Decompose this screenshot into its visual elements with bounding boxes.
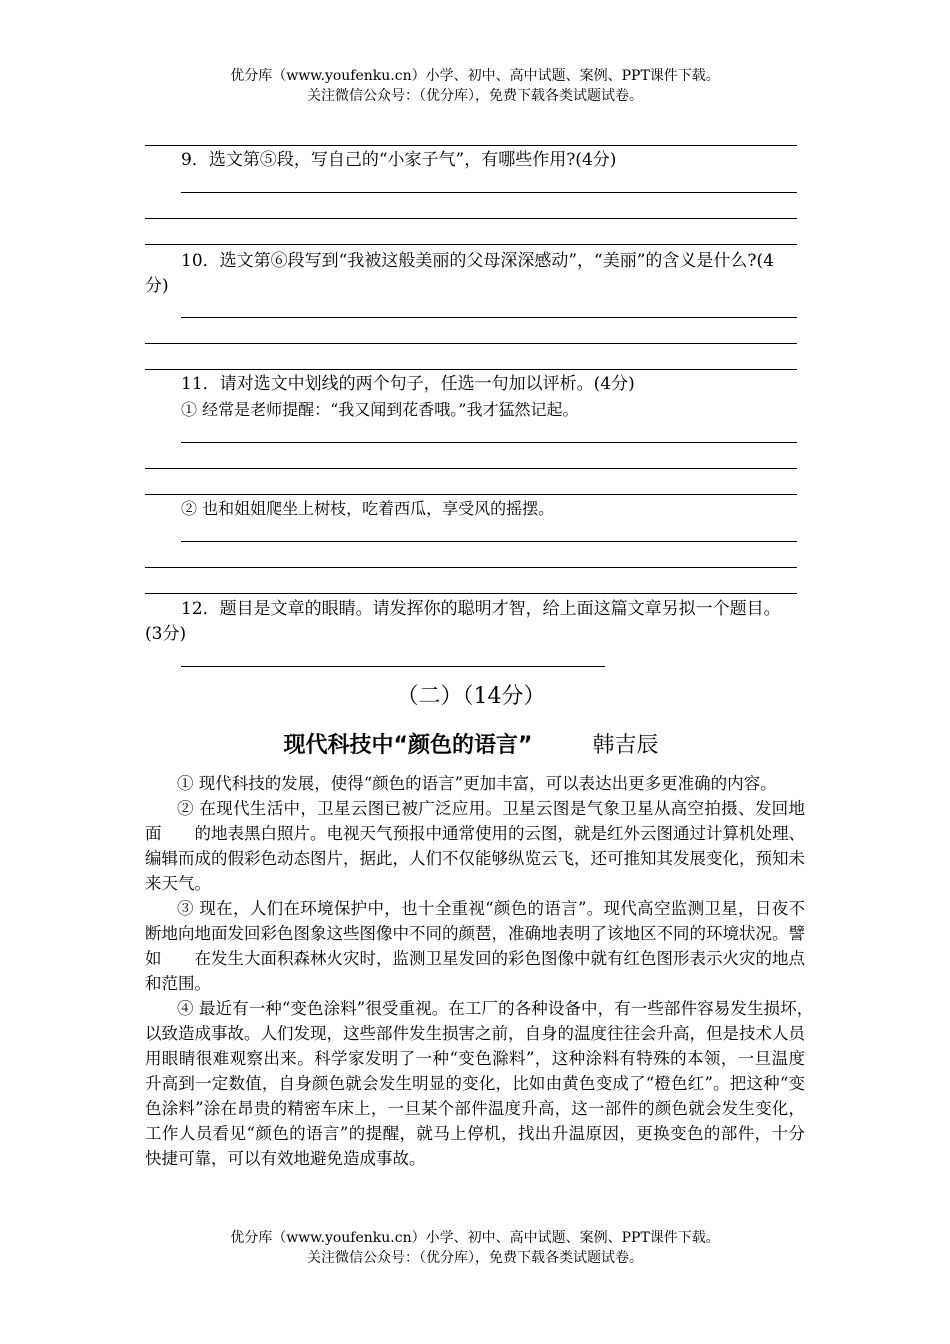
footer-line-1: 优分库（www.youfenku.cn）小学、初中、高中试题、案例、PPT课件下载。 [230,1230,720,1246]
answer-line [145,343,797,344]
answer-line [145,468,797,469]
answer-line [145,145,797,146]
article-paragraph-4: ④ 最近有一种“变色涂料”很受重视。在工厂的各种设备中，有一些部件容易发生损坏， 以致造成事故。人们发现，这些部件发生损害之前，自身的温度往往会升高，但是技术人员用眼睛很难观察出来。科学家发明了一种“变色滁料”，这种涂料有特殊的本领，一旦温度升高到一定数值，自身颜色就会发生明显的变化，比如由黄色变成了“橙色红”。把这种“变色涂料”涂在昂贵的精密车床上，一旦某个部件温度升高，这一部件的颜色就会发生变化，工作人员看见“颜色的语言”的提醒，就马上停机，找出升温原因，更换变色的部件，十分快捷可靠，可以有效地避免造成事故。 [145,999,838,1168]
question-12: 12．题目是文章的眼睛。请发挥你的聪明才智，给上面这篇文章另拟一个题目。(3分) [145,599,781,644]
question-9: 9．选文第⑤段，写自己的“小家子气”，有哪些作用?(4分) [181,150,617,170]
answer-line [145,369,797,370]
answer-line [181,317,797,318]
answer-line [145,218,797,219]
article-paragraph-2: ② 在现代生活中，卫星云图已被广泛应用。卫星云图是气象卫星从高空拍摄、发回地面 的地表黑白照片。电视天气预报中通常使用的云图，就是红外云图通过计算机处理、编辑而成的假彩色动态图片，据此，人们不仅能够纵览云飞，还可推知其发展变化，预知未来天气。 [145,799,805,893]
question-11-sentence-1: ① 经常是老师提醒：“我又闻到花香哦。”我才猛然记起。 [181,400,579,419]
article-paragraph-1: ① 现代科技的发展，使得“颜色的语言”更加丰富，可以表达出更多更准确的内容。 [177,774,777,793]
answer-line [181,442,797,443]
article-paragraph-3: ③ 现在，人们在环境保护中，也十全重视“颜色的语言”。现代高空监测卫星，日夜不断地向地面发回彩色图象这些图像中不同的颜琶，准确地表明了该地区不同的环境状况。譬如 在发生大面积森林火灾时，监测卫星发回的彩色图像中就有红色图形表示火灾的地点和范围。 [145,899,805,993]
question-11-sentence-2: ② 也和姐姐爬坐上树枝，吃着西瓜，享受风的摇摆。 [181,499,555,518]
question-10: 10．选文第⑥段写到“我被这般美丽的父母深深感动”，“美丽”的含义是什么?(4分) [145,251,774,296]
header-line-1: 优分库（www.youfenku.cn）小学、初中、高中试题、案例、PPT课件下载。 [230,68,720,84]
article-body [145,771,838,1171]
question-11: 11．请对选文中划线的两个句子，任选一句加以评析。(4分) [181,374,635,394]
article-author: 韩吉辰 [592,733,659,758]
header-line-2: 关注微信公众号：（优分库），免费下载各类试题试卷。 [307,88,643,104]
answer-line [181,192,797,193]
page-header [0,66,950,106]
answer-line [145,567,797,568]
answer-line [145,244,797,245]
answer-line [145,593,797,594]
answer-line [181,541,797,542]
answer-line [181,666,605,667]
section-heading: （二）（14分） [396,684,546,709]
page-footer [0,1228,950,1268]
article-title: 现代科技中“颜色的语言” [283,733,533,758]
article-title-row [145,730,797,762]
answer-line [145,494,797,495]
footer-line-2: 关注微信公众号：（优分库），免费下载各类试题试卷。 [307,1250,643,1266]
